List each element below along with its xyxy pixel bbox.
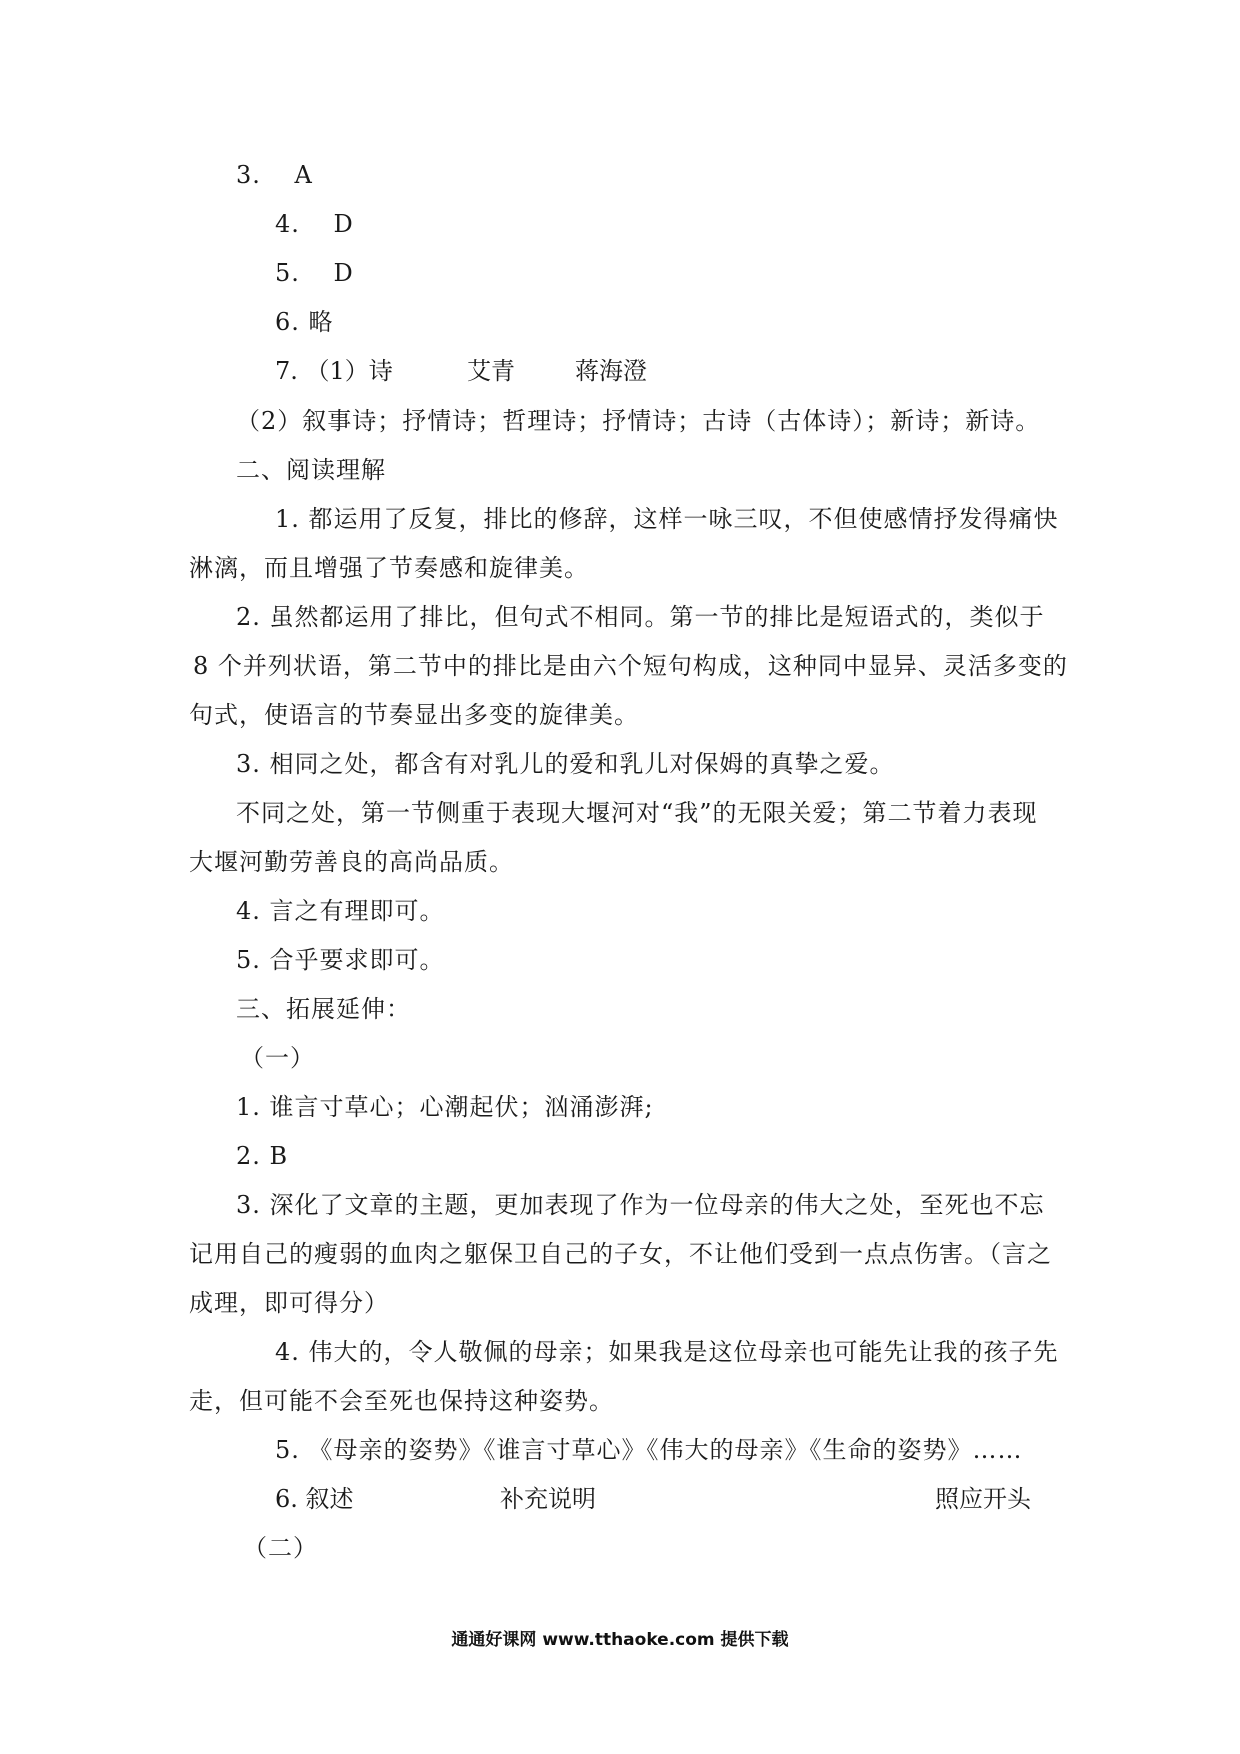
extension-3-line2: 记用自己的瘦弱的血肉之躯保卫自己的子女，不让他们受到一点点伤害。（言之: [189, 1240, 1052, 1268]
extension-6-echo: 照应开头: [935, 1485, 1031, 1513]
reading-3-line3: 大堰河勤劳善良的高尚品质。: [189, 848, 514, 876]
reading-1-line1: 1. 都运用了反复，排比的修辞，这样一咏三叹，不但使感情抒发得痛快: [275, 505, 1059, 533]
reading-5: 5. 合乎要求即可。: [236, 946, 445, 974]
answer-7-label: 7. （1）诗: [275, 357, 393, 385]
extension-5: 5. 《母亲的姿势》《谁言寸草心》《伟大的母亲》《生命的姿势》……: [275, 1436, 1023, 1464]
extension-6-label: 6. 叙述: [275, 1485, 354, 1513]
answer-7-real-name: 蒋海澄: [575, 357, 647, 385]
answer-7-2: （2）叙事诗；抒情诗；哲理诗；抒情诗；古诗（古体诗）；新诗；新诗。: [236, 407, 1041, 435]
extension-1: 1. 谁言寸草心；心潮起伏；汹涌澎湃;: [236, 1093, 654, 1121]
answer-5: 5. D: [275, 259, 354, 287]
extension-6-supplement: 补充说明: [500, 1485, 596, 1513]
answer-6: 6. 略: [275, 308, 334, 336]
extension-3-line1: 3. 深化了文章的主题，更加表现了作为一位母亲的伟大之处，至死也不忘: [236, 1191, 1045, 1219]
extension-2: 2. B: [236, 1142, 289, 1170]
reading-2-line2: 8 个并列状语，第二节中的排比是由六个短句构成，这种同中显异、灵活多变的: [193, 652, 1068, 680]
answer-3: 3. A: [236, 161, 313, 189]
reading-4: 4. 言之有理即可。: [236, 897, 445, 925]
extension-4-line1: 4. 伟大的，令人敬佩的母亲；如果我是这位母亲也可能先让我的孩子先: [275, 1338, 1059, 1366]
extension-4-line2: 走，但可能不会至死也保持这种姿势。: [189, 1387, 614, 1415]
reading-3-line2: 不同之处，第一节侧重于表现大堰河对“我”的无限关爱；第二节着力表现: [236, 799, 1038, 827]
reading-1-line2: 淋漓，而且增强了节奏感和旋律美。: [189, 554, 589, 582]
reading-2-line3: 句式，使语言的节奏显出多变的旋律美。: [189, 701, 639, 729]
reading-3-line1: 3. 相同之处，都含有对乳儿的爱和乳儿对保姆的真挚之爱。: [236, 750, 895, 778]
section-extension-heading: 三、拓展延伸：: [236, 995, 411, 1023]
answer-7-author: 艾青: [467, 357, 515, 385]
section-reading-heading: 二、阅读理解: [236, 456, 386, 484]
answer-4: 4. D: [275, 210, 354, 238]
reading-2-line1: 2. 虽然都运用了排比，但句式不相同。第一节的排比是短语式的，类似于: [236, 603, 1045, 631]
part-one-heading: （一）: [240, 1044, 315, 1072]
part-two-heading: （二）: [243, 1534, 318, 1562]
footer-source: 通通好课网 www.tthaoke.com 提供下载: [451, 1630, 789, 1650]
extension-3-line3: 成理，即可得分）: [189, 1289, 389, 1317]
